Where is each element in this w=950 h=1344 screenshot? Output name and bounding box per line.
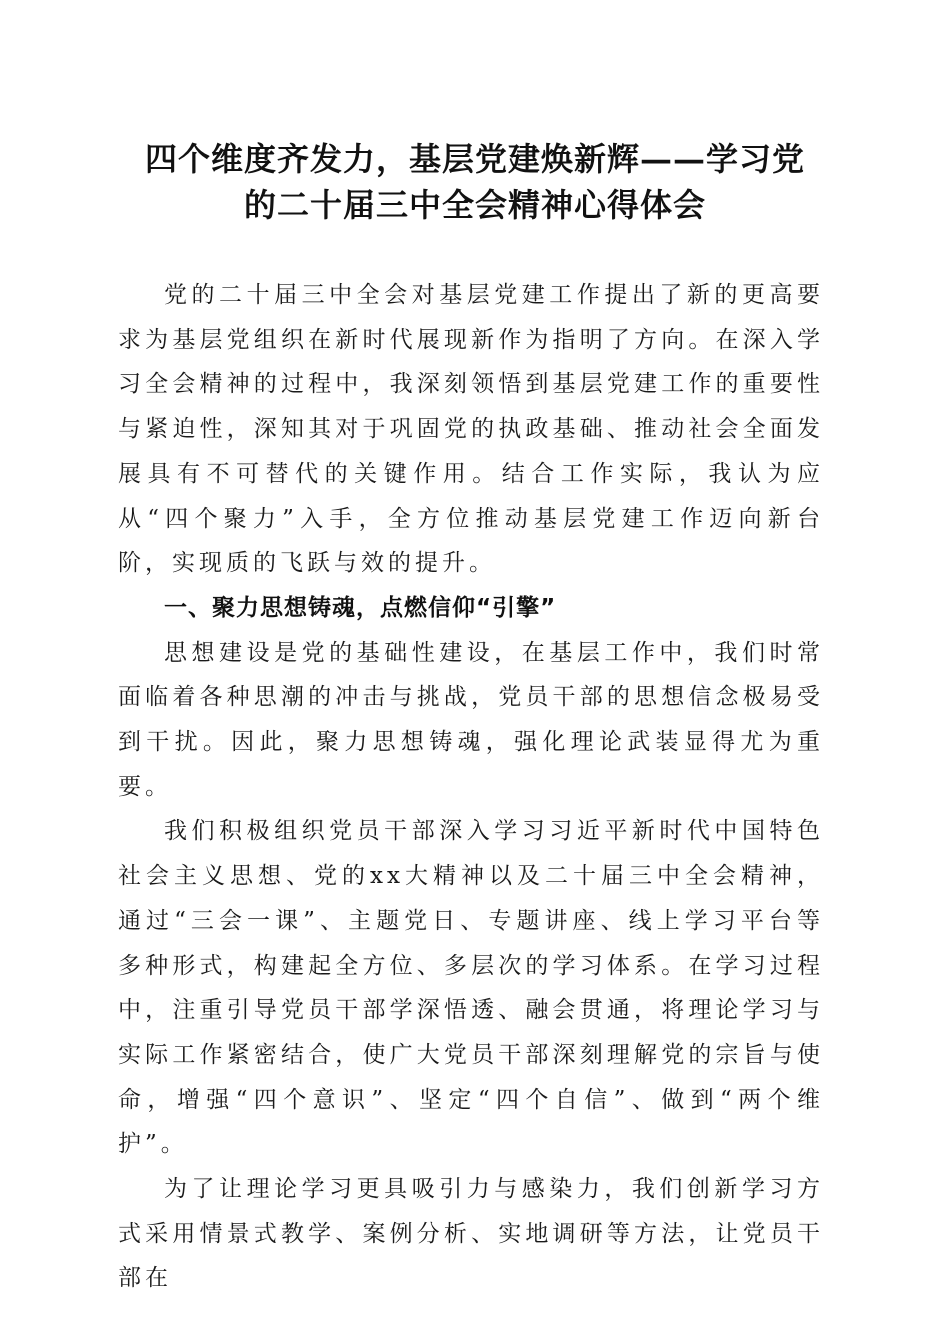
intro-paragraph: 党的二十届三中全会对基层党建工作提出了新的更高要求为基层党组织在新时代展现新作为指明了方向。在深入学习全会精神的过程中，我深刻领悟到基层党建工作的重要性与紧迫性，深知其对于巩固党的执政基础、推动社会全面发展具有不可替代的关键作用。结合工作实际，我认为应从“四个聚力”入手，全方位推动基层党建工作迈向新台阶，实现质的飞跃与效的提升。 [118, 282, 824, 577]
section-heading: 一、聚力思想铸魂，点燃信仰“引擎” [164, 594, 557, 621]
title-line-1: 四个维度齐发力，基层党建焕新辉——学习党 [144, 140, 805, 178]
section-paragraph: 为了让理论学习更具吸引力与感染力，我们创新学习方式采用情景式教学、案例分析、实地调研等方法，让党员干部在 [118, 1176, 824, 1292]
document-title [100, 136, 850, 228]
section-paragraph: 思想建设是党的基础性建设，在基层工作中，我们时常面临着各种思潮的冲击与挑战，党员干部的思想信念极易受到干扰。因此，聚力思想铸魂，强化理论武装显得尤为重要。 [118, 639, 824, 800]
section-paragraph: 我们积极组织党员干部深入学习习近平新时代中国特色社会主义思想、党的xx大精神以及二十届三中全会精神，通过“三会一课”、主题党日、专题讲座、线上学习平台等多种形式，构建起全方位、多层次的学习体系。在学习过程中，注重引导党员干部学深悟透、融会贯通，将理论学习与实际工作紧密结合，使广大党员干部深刻理解党的宗旨与使命，增强“四个意识”、坚定“四个自信”、做到“两个维护”。 [118, 818, 824, 1158]
document-body [118, 273, 824, 1301]
title-line-2: 的二十届三中全会精神心得体会 [243, 186, 706, 224]
